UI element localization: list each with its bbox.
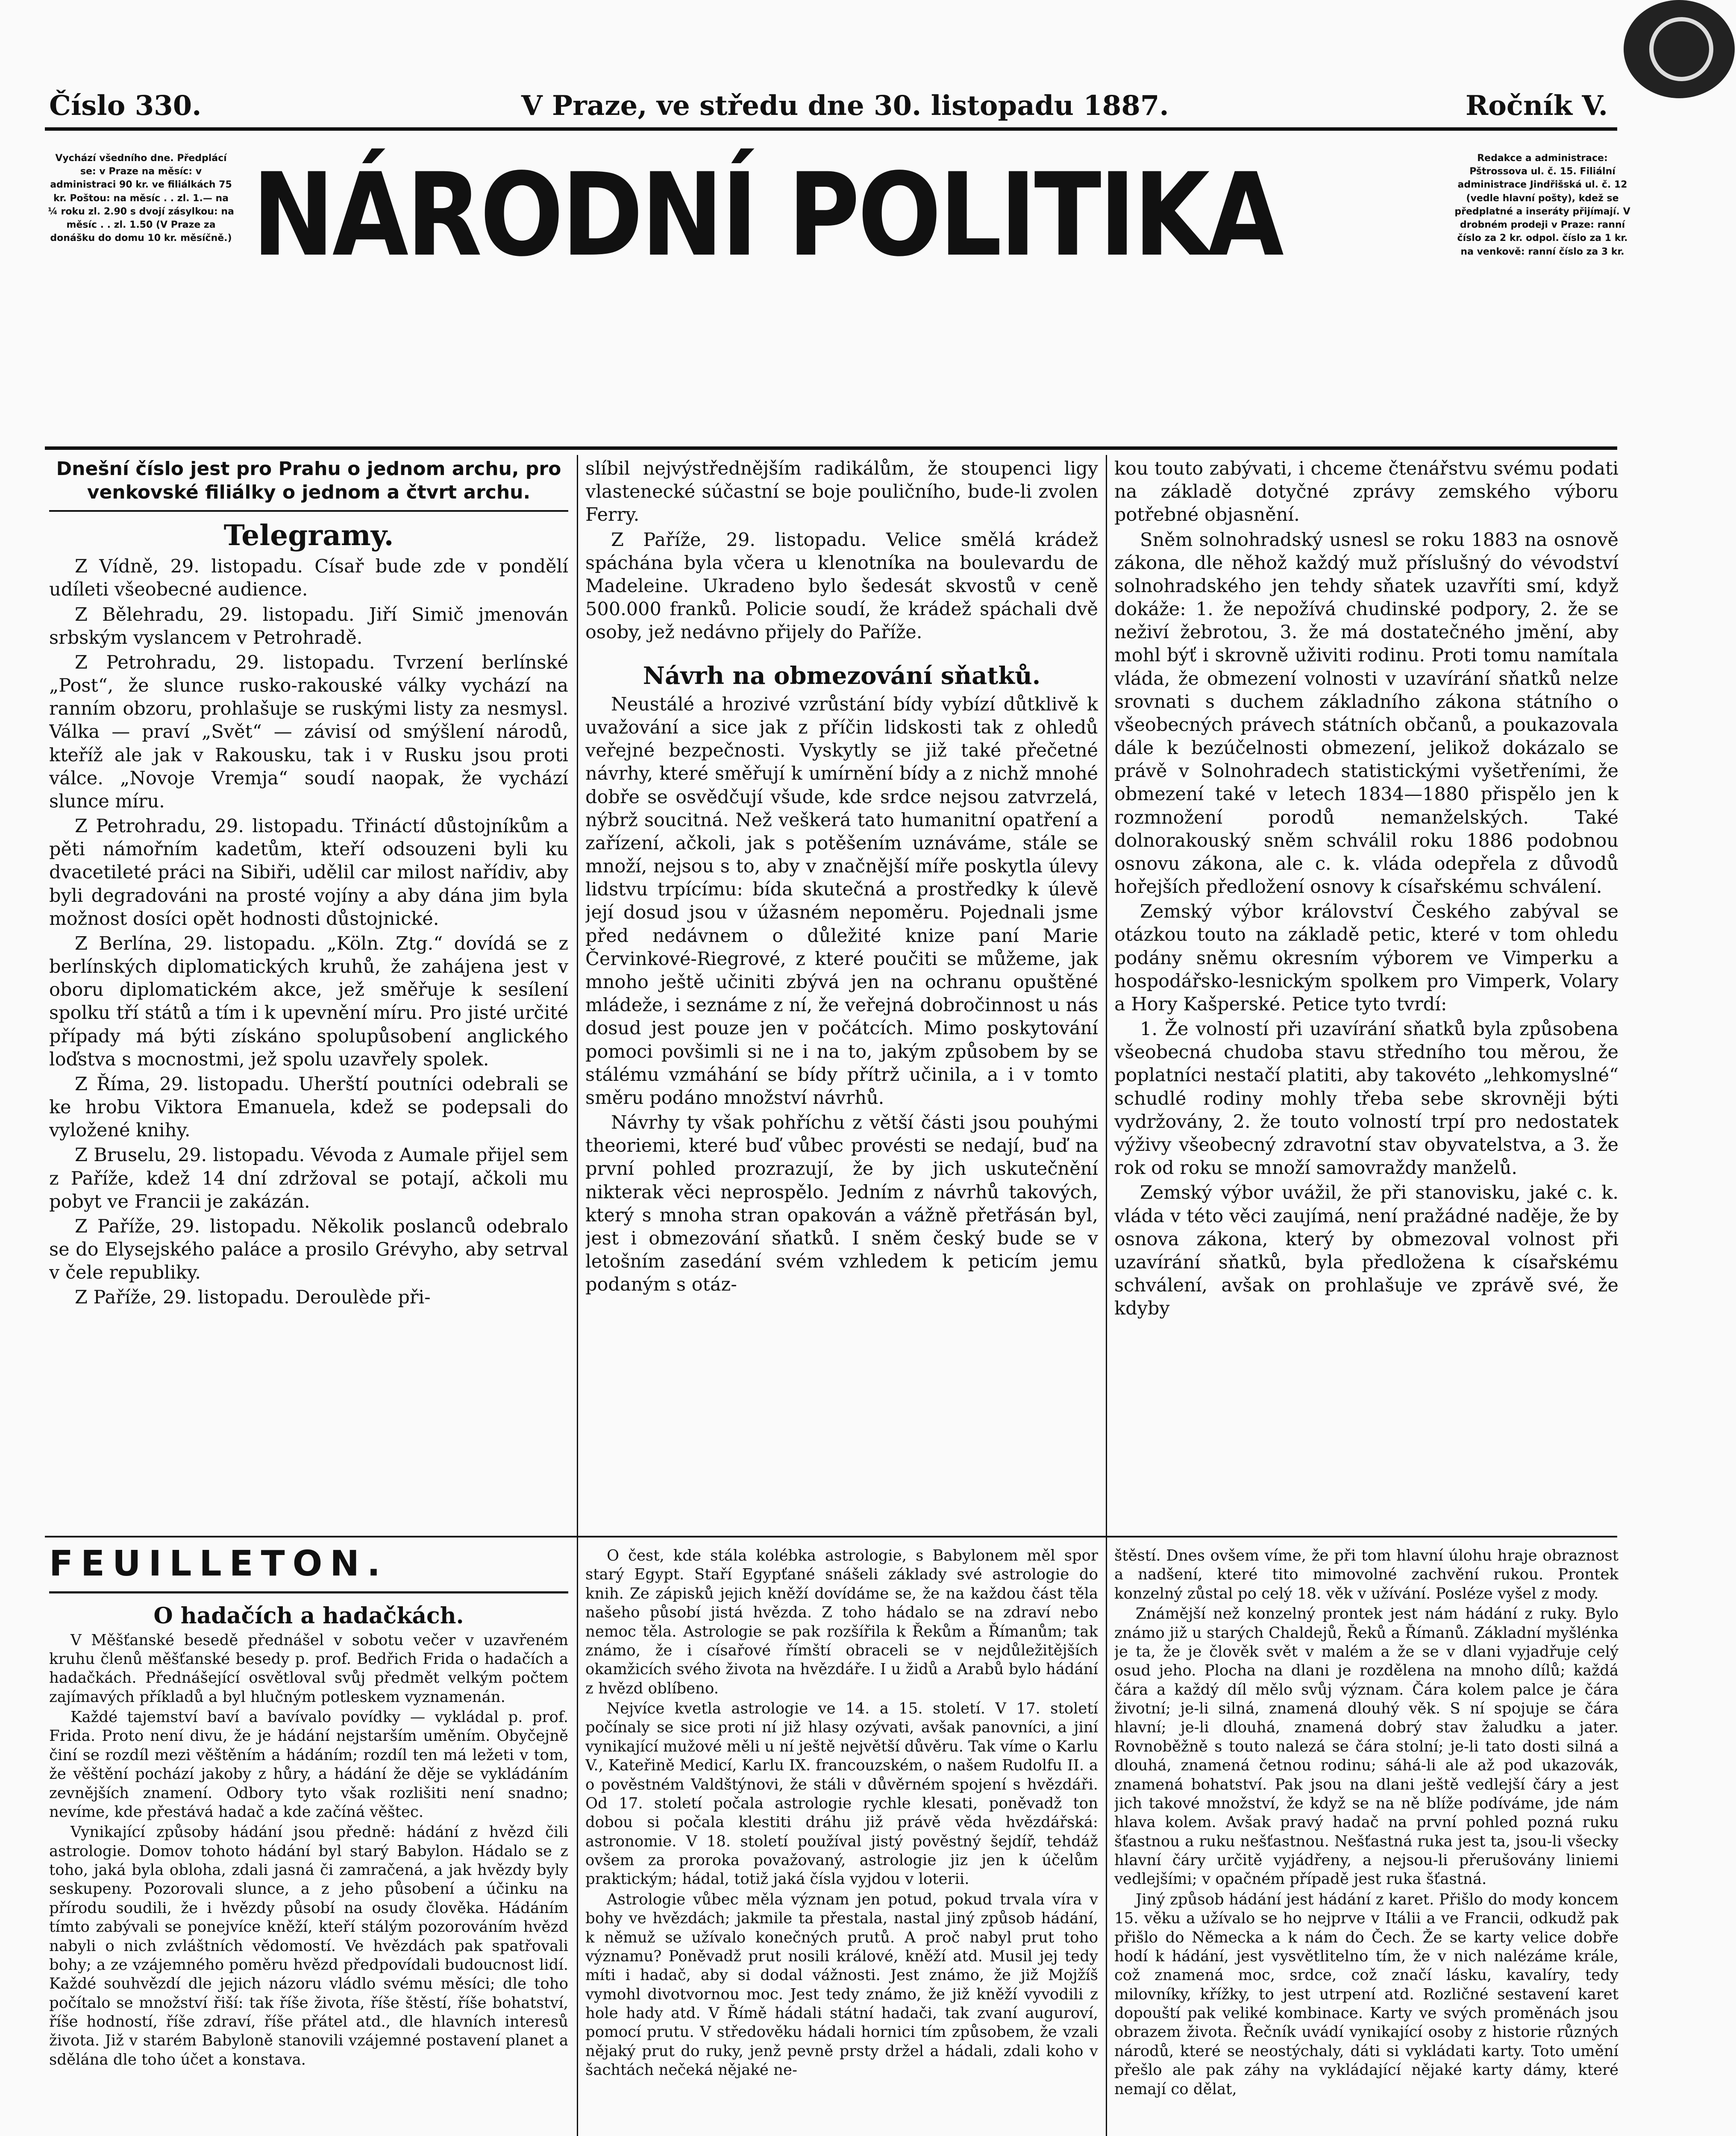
article-paragraph: Zemský výbor uvážil, že při stanovisku, jaké c. k. vláda v této věci zaujímá, není pražádné naděje, že by osnova zákona, který by obmezoval volnost při uzavírání sňatků, byla předložena k císařskému schválení, avšak on prohlašuje ve zprávě své, že kdyby [1114, 1182, 1619, 1320]
column-1 [49, 457, 568, 1525]
edition-notice: Dnešní číslo jest pro Prahu o jednom archu, pro venkovské filiálky o jednom a čtvrt archu. [56, 458, 561, 503]
telegram-continuation: slíbil nejvýstřednějším radikálům, že stoupenci ligy vlastenecké súčastní se boje pouličního, bude-li zvolen Ferry. [585, 458, 1098, 526]
feuilleton-heading-rule [49, 1591, 568, 1593]
feuilleton-rule [45, 1536, 1617, 1537]
feuilleton-paragraph: Vynikající způsoby hádání jsou předně: hádání z hvězd čili astrologie. Domov tohoto hádání byl starý Babylon. Hádalo se z toho, jaká byla obloha, zdali jasná či zamračená, a jak hvězdy byly seskupeny. Pozorovali slunce, a z jeho působení a účinku na přírodu soudili, že i hvězdy působí na osudy člověka. Hádáním tímto zabývali se ponejvíce kněží, kteří stálým pozorováním hvězd nabyli o nich zvláštních vědomostí. Ve hvězdách pak spatřovali bohy; a ze vzájemného poměru hvězd předpovídali budoucnost lidí. Každé souhvězdí dle jejich názoru vládlo svému měsíci; dle toho počítalo se množství řiší: tak říše života, říše štěstí, říše bohatství, říše hodností, říše zdraví, říše přátel atd., dle hlavních interesů života. Již v starém Babyloně stanovili vzájemné postavení planet a sdělána dle toho účet a konstava. [49, 1823, 568, 2069]
article-paragraph: Sněm solnohradský usnesl se roku 1883 na osnově zákona, dle něhož každý muž příslušný do vévodství solnohradského jen tehdy sňatek uzavříti smí, když dokáže: 1. že nepožívá chudinské podpory, 2. že se neživí žebrotou, 3. že má dostatečného jmění, aby mohl býť i skrovně uživiti rodinu. Proti tomu namítala vláda, že obmezení volnosti v uzavírání sňatků nelze srovnati s duchem základního zákona státního o všeobecných právech státních občanů, a poukazovala dále k bezúčelnosti obmezení, jelikož dokázalo se právě v Solnohradech statistickými vyšetřeními, že obmezení také v letech 1834—1880 přispělo jen k rozmnožení porodů nemanželských. Také dolnorakouský sněm schválil roku 1886 podobnou osnovu zákona, ale c. k. vláda odepřela z důvodů hořejších předložení osnovy k císařskému schválení. [1114, 529, 1619, 898]
article-paragraph: 1. Že volností při uzavírání sňatků byla způsobena všeobecná chudoba stavu středního tou měrou, že poplatníci nestačí platiti, aby takovéto „lehkomyslné“ schudlé rodiny mohly třeba sebe skrovněji býti vydržovány, 2. že touto volností trpí pro nedostatek výživy všeobecný zdravotní stav obyvatelstva, a 3. že rok od roku se množí samovraždy manželů. [1114, 1018, 1619, 1179]
article-paragraph: Neustálé a hrozivé vzrůstání bídy vybízí důtklivě k uvažování a sice jak z příčin lidskosti tak z ohledů veřejné bezpečnosti. Vyskytly se již také přečetné návrhy, které směřují k umírnění bídy a z nichž mnohé dobře se osvědčují všude, kde srdce nejsou zatvrzelá, nýbrž soucitná. Než veškerá tato humanitní opatření a zařízení, ačkoli, jak s potěšením uznáváme, stále se množí, nejsou s to, aby v značnější míře poskytla úlevy lidstvu trpícímu: bída skutečná a prostředky k úlevě její dosud jsou v úžasném nepoměru. Pojednali jsme před nedávnem o důležité knize paní Marie Červinkové-Riegrové, z které poučiti se můžeme, jak mnoho ještě učiniti zbývá jen na ochranu opuštěné mládeže, i seznáme z ní, že veřejná dobročinnost u nás dosud jest pouze jen v počátcích. Mimo poskytování pomoci povšimli si ne i na to, jakým způsobem by se stálému vzmáhání se bídy přítrž učinila, a i v tomto směru podáno množství návrhů. [585, 693, 1098, 1109]
telegram-item: Z Paříže, 29. listopadu. Deroulède při- [75, 1287, 431, 1309]
telegram-item: Z Bělehradu, 29. listopadu. Jiří Simič jmenován srbským vyslancem v Petrohradě. [49, 604, 568, 648]
office-info: Redakce a administrace: Pštrossova ul. č. 15. Filiální administrace Jindřišská ul. č. 12 (vedle hlavní pošty), kdež se předplatné a inseráty přijímají. V drobném prodeji v Praze: ranní číslo za 2 kr. odpol. číslo za 1 kr. na venkově: ranní číslo za 3 kr. [1454, 153, 1630, 257]
feuilleton-heading: FEUILLETON. [49, 1543, 388, 1584]
feuilleton-continuation: štěstí. Dnes ovšem víme, že při tom hlavní úlohu hraje obraznost a nadšení, které tito mimovolné zachvění rukou. Prontek konzelný zůstal po celý 18. věk v užívání. Posléze vyšel z mody. [1114, 1547, 1619, 1602]
subscription-info: Vychází všedního dne. Předplácí se: v Praze na měsíc: v administraci 90 kr. ve filiálkách 75 kr. Poštou: na měsíc . . zl. 1.— na ¼ roku zl. 2.90 s dvojí zásylkou: na měsíc . . zl. 1.50 (V Praze za donášku do domu 10 kr. měsíčně.) [48, 153, 234, 244]
feuilleton-title: O hadačích a hadačkách. [153, 1602, 464, 1629]
column-2 [585, 457, 1098, 1529]
masthead-rule [45, 446, 1617, 450]
column-3 [1114, 457, 1619, 1529]
telegram-item: Z Berlína, 29. listopadu. „Köln. Ztg.“ dovídá se z berlínských diplomatických kruhů, že zahájena jest v oboru diplomatickém akce, jež směřuje k sesílení spolku tří států a tím i k upevnění míru. Pro jisté určité případy má býti získáno spolupůsobení anglického loďstva s mocnostmi, jež spolu uzavřely spolek. [49, 933, 568, 1070]
telegram-item: Z Paříže, 29. listopadu. Velice smělá krádež spáchána byla včera u klenotníka na boulevardu de Madeleine. Ukradeno bylo šedesát skvostů v ceně 500.000 franků. Policie soudí, že krádež spáchali dvě osoby, jež nedávno přijely do Paříže. [585, 529, 1098, 643]
notice-rule [49, 510, 568, 512]
telegram-item: Z Bruselu, 29. listopadu. Vévoda z Aumale přijel sem z Paříže, kdež 14 dní zdržoval se potají, ačkoli mu pobyt ve Francii je zakázán. [49, 1144, 568, 1212]
column-divider [577, 455, 578, 2136]
volume-number: Ročník V. [1466, 90, 1608, 122]
header-rule [45, 127, 1617, 131]
feuilleton-paragraph: Jiný způsob hádání jest hádání z karet. Přišlo do mody koncem 15. věku a užívalo se ho nejprve v Itálii a ve Francii, odkudž pak přišlo do Německa a k nám do Čech. Že se karty velice dobře hodí k hádání, jest vysvětlitelno tím, že v nich nalézáme krále, což znamená moc, srdce, což značí lásku, kavalíry, tedy milovníky, křížky, to jest utrpení atd. Rozličné sestavení karet dopouští pak veliké kombinace. Karty ve svých proměnách jsou obrazem života. Řečník uvádí vynikající osoby z historie různých národů, které se neostýchaly, dáti si vykládati karty. Toto umění přešlo ale pak záhy na vykládající nějaké karty dámy, které nemají co dělat, [1114, 1890, 1619, 2098]
feuilleton-paragraph: V Měšťanské besedě přednášel v sobotu večer v uzavřeném kruhu členů měšťanské besedy p. prof. Bedřich Frida o hadačích a hadačkách. Přednášející osvětloval svůj předmět velkým počtem zajímavých příkladů a byl hlučným potleskem vyznamenán. [49, 1631, 568, 1706]
masthead-title: NÁRODNÍ POLITIKA [252, 149, 1282, 282]
feuilleton-paragraph: Známější než konzelný prontek jest nám hádání z ruky. Bylo známo již u starých Chaldejů, Řeků a Římanů. Základní myšlénka je ta, že je člověk svět v malém a že se v dlani vyjadřuje celý osud jeho. Plocha na dlani je rozdělena na mnoho dílů; každá čára a každý díl mělo svůj význam. Čára kolem palce je čára životní; je-li silná, znamená dlouhý věk. S ní spojuje se čára hlavní; je-li dlouhá, znamená dobrý stav žaludku a jater. Rovnoběžně s touto nalezá se čára stolní; je-li tato dosti silná a dlouhá, znamená četnou rodinu; sáhá-li ale až pod ukazovák, znamená bohatství. Pak jsou na dlani ještě vedlejší čáry a jest jich takové množství, že když se na ně blíže podíváme, jde nám hlava kolem. Avšak pravý hadač na první pohled pozná ruku šťastnou a ruku nešťastnou. Nešťastná ruka jest ta, jsou-li všecky hlavní čáry určitě vyjádřeny, a nejsou-li přerušovány liniemi vedlejšími; v opačném případě jest ruka šťastná. [1114, 1605, 1619, 1888]
feuilleton-paragraph: Astrologie vůbec měla význam jen potud, pokud trvala víra v bohy ve hvězdách; jakmile ta přestala, nastal jiný způsob hádání, k němuž se užívalo konečných prutů. A proč nabyl prut toho významu? Poněvadž prut nosili králové, kněží atd. Musil jej tedy míti i hadač, aby si dodal vážnosti. Jest známo, že již Mojžíš vymohl divotvornou moc. Jest tedy známo, že již kněží vyvodili z hole hady atd. V Římě hádali státní hadači, tak zvaní auguroví, pomocí prutu. V středověku hádali hornici tím způsobem, že vzali nějaký prut do ruky, jenž pevně prsty držel a hádali, zdali koho v šachtách nečeká nějaké ne- [585, 1890, 1098, 2079]
feuilleton-column-3 [1114, 1546, 1619, 2136]
telegram-item: Z Říma, 29. listopadu. Uherští poutníci odebrali se ke hrobu Viktora Emanuela, kdež se podepsali do vyložené knihy. [49, 1073, 568, 1141]
telegram-item: Z Petrohradu, 29. listopadu. Tvrzení berlínské „Post“, že slunce rusko-rakouské války vychází na ranním obzoru, prohlašuje se ruskými listy za nesmysl. Válka — praví „Svět“ — závisí od smýšlení národů, kteříž ale jak v Rakousku, tak i v Rusku jsou proti válce. „Novoje Vremja“ soudí naopak, že vychází slunce míru. [49, 651, 568, 812]
article-heading: Návrh na obmezování sňatků. [643, 662, 1041, 690]
issue-number: Číslo 330. [49, 90, 202, 122]
telegram-item: Z Petrohradu, 29. listopadu. Třináctí důstojníkům a pěti námořním kadetům, kteří odsouzeni byli ku dvacetileté práci na Sibiři, udělil car milost nařídiv, aby byli degradováni na prosté vojíny a aby dána jim byla možnost dosíci opět hodnosti důstojnické. [49, 816, 568, 930]
article-continuation: kou touto zabývati, i chceme čtenářstvu svému podati na základě dotyčné zprávy zemského výboru potřebné objasnění. [1114, 458, 1619, 526]
feuilleton-paragraph: O čest, kde stála kolébka astrologie, s Babylonem měl spor starý Egypt. Staří Egypťané snášeli základy své astrologie do knih. Ze zápisků jejich kněží dovídáme se, že na každou část těla našeho působí jistá hvězda. Z toho hádalo se na zdraví nebo nemoc těla. Astrologie se pak rozšířila k Řekům a Římanům; tak známo, že i císařové římští obraceli se v nejdůležitějších okamžicích svého života na hvězdáře. I u židů a Arabů bylo hádání z hvězd oblíbeno. [585, 1547, 1098, 1697]
column-divider [1106, 455, 1107, 2136]
feuilleton-paragraph: Nejvíce kvetla astrologie ve 14. a 15. století. V 17. století počínaly se sice proti ní již hlasy ozývati, avšak panovníci, a jiní vynikající mužové měli u ní ještě největší důvěru. Tak víme o Karlu V., Kateřině Medicí, Karlu IX. francouzském, o našem Rudolfu II. a o pověstném Valdštýnovi, že stáli v důvěrném spojení s hvězdáři. Od 17. století počala astrologie rychle klesati, poněvadž ton dobou si počala klestiti dráhu již právě věda hvězdářská: astronomie. V 18. století používal jistý pověstný šejdíř, tehdáž ovšem za proroka považovaný, astrologie jiz jen k účelům praktickým; hádal, totiž jaká čísla vyjdou v loterii. [585, 1700, 1098, 1888]
telegram-item: Z Vídně, 29. listopadu. Císař bude zde v pondělí udíleti všeobecné audience. [49, 556, 568, 601]
feuilleton-paragraph: Každé tajemství baví a bavívalo povídky — vykládal p. prof. Frida. Proto není divu, že je hádání nejstarším uměním. Obyčejně činí se rozdíl mezi věštěním a hádáním; rozdíl ten má ležeti v tom, že věštění pochází jakoby z hůry, a hádání že děje se vykládáním zevnějších znamení. Odbory tyto však rozlišiti není snadno; nevíme, kde přestává hadač a kde začíná věštec. [49, 1708, 568, 1821]
feuilleton-column-2 [585, 1546, 1098, 2136]
library-stamp [1624, 0, 1735, 98]
telegram-item: Z Paříže, 29. listopadu. Několik poslanců odebralo se do Elysejského paláce a prosilo Grévyho, aby setrval v čele republiky. [49, 1215, 568, 1284]
issue-date: V Praze, ve středu dne 30. listopadu 1887. [521, 90, 1169, 122]
article-paragraph: Zemský výbor království Českého zabýval se otázkou touto na základě petic, které v tom ohledu podány sněmu okresním výborem ve Vimperku a hospodářsko-lesnickým spolkem pro Vimperk, Volary a Hory Kašperské. Petice tyto tvrdí: [1114, 901, 1619, 1015]
feuilleton-column-1 [49, 1542, 568, 2136]
article-paragraph: Návrhy ty však pohříchu z větší části jsou pouhými theoriemi, které buď vůbec provésti se nedají, buď na první pohled prozrazují, že by jich uskutečnění nikterak věci neprospělo. Jedním z návrhů takových, který s mnoha stran opakován a vážně přetřásán byl, jest i obmezování sňatků. I sněm český bude se v letošním zasedání svém vzhledem k peticím jemu podaným s otáz- [585, 1112, 1098, 1296]
telegrams-heading: Telegramy. [223, 519, 394, 552]
